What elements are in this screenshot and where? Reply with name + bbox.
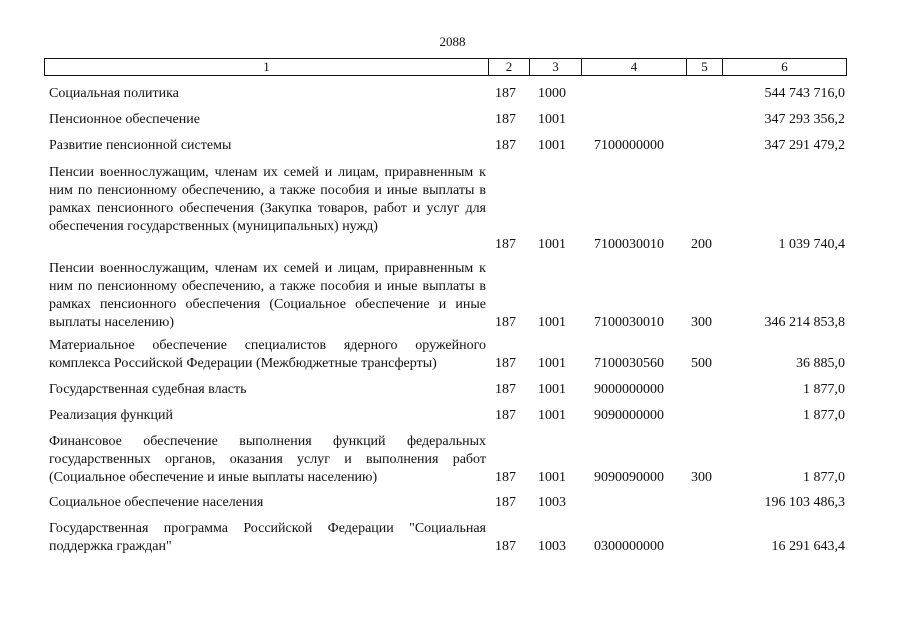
row-gr: 187 bbox=[495, 138, 516, 153]
row-amount: 1 877,0 bbox=[803, 470, 845, 485]
table-row bbox=[0, 407, 905, 425]
row-name: Пенсионное обеспечение bbox=[49, 112, 200, 127]
header-col-6: 6 bbox=[781, 59, 788, 74]
row-name: Пенсии военнослужащим, членам их семей и лицам, приравненным к ним по пенсионному обеспечению, а также пособия и иные выплаты в рамках пенсионного обеспечения (Закупка товаров, работ и услуг для обеспечения государственных (муниципальных) нужд) bbox=[49, 165, 486, 234]
row-name: Развитие пенсионной системы bbox=[49, 138, 232, 153]
row-amount: 347 293 356,2 bbox=[764, 112, 845, 127]
row-gr: 187 bbox=[495, 86, 516, 101]
row-rz: 1001 bbox=[538, 356, 566, 371]
row-cs: 0300000000 bbox=[594, 539, 664, 554]
row-gr: 187 bbox=[495, 382, 516, 397]
row-vr: 300 bbox=[691, 315, 712, 330]
row-gr: 187 bbox=[495, 539, 516, 554]
row-rz: 1001 bbox=[538, 470, 566, 485]
row-name: Социальное обеспечение населения bbox=[49, 495, 264, 510]
row-gr: 187 bbox=[495, 495, 516, 510]
row-rz: 1003 bbox=[538, 495, 566, 510]
row-amount: 1 039 740,4 bbox=[778, 237, 845, 252]
row-amount: 544 743 716,0 bbox=[764, 86, 845, 101]
row-gr: 187 bbox=[495, 470, 516, 485]
table-header bbox=[44, 58, 847, 76]
table-row bbox=[0, 111, 905, 129]
row-cs: 7100030010 bbox=[594, 237, 664, 252]
table-row bbox=[0, 164, 905, 254]
row-amount: 347 291 479,2 bbox=[764, 138, 845, 153]
row-cs: 7100030010 bbox=[594, 315, 664, 330]
row-gr: 187 bbox=[495, 356, 516, 371]
table-row bbox=[0, 381, 905, 399]
row-cs: 7100000000 bbox=[594, 138, 664, 153]
row-name: Государственная судебная власть bbox=[49, 382, 247, 397]
row-rz: 1000 bbox=[538, 86, 566, 101]
row-amount: 196 103 486,3 bbox=[764, 495, 845, 510]
row-gr: 187 bbox=[495, 315, 516, 330]
table-row bbox=[0, 137, 905, 155]
table-row bbox=[0, 337, 905, 373]
row-rz: 1001 bbox=[538, 408, 566, 423]
row-amount: 16 291 643,4 bbox=[771, 539, 845, 554]
row-cs: 9090090000 bbox=[594, 470, 664, 485]
table-row bbox=[0, 433, 905, 487]
row-cs: 9090000000 bbox=[594, 408, 664, 423]
row-vr: 200 bbox=[691, 237, 712, 252]
header-col-2: 2 bbox=[489, 59, 530, 75]
row-rz: 1001 bbox=[538, 237, 566, 252]
row-gr: 187 bbox=[495, 112, 516, 127]
row-cs: 9000000000 bbox=[594, 382, 664, 397]
row-name: Пенсии военнослужащим, членам их семей и лицам, приравненным к ним по пенсионному обеспечению, а также пособия и иные выплаты в рамках пенсионного обеспечения (Социальное обеспечение и иные выплаты населению) bbox=[49, 261, 486, 330]
row-rz: 1003 bbox=[538, 539, 566, 554]
row-amount: 1 877,0 bbox=[803, 382, 845, 397]
table-row bbox=[0, 494, 905, 512]
row-gr: 187 bbox=[495, 408, 516, 423]
row-rz: 1001 bbox=[538, 112, 566, 127]
row-name: Социальная политика bbox=[49, 86, 179, 101]
row-name: Реализация функций bbox=[49, 408, 173, 423]
row-vr: 300 bbox=[691, 470, 712, 485]
row-amount: 36 885,0 bbox=[796, 356, 845, 371]
row-amount: 346 214 853,8 bbox=[764, 315, 845, 330]
table-row bbox=[0, 85, 905, 103]
header-col-1: 1 bbox=[45, 59, 489, 75]
row-name: Государственная программа Российской Федерации "Социальная поддержка граждан" bbox=[49, 521, 486, 554]
header-col-3: 3 bbox=[530, 59, 582, 75]
row-rz: 1001 bbox=[538, 315, 566, 330]
row-rz: 1001 bbox=[538, 382, 566, 397]
row-cs: 7100030560 bbox=[594, 356, 664, 371]
row-rz: 1001 bbox=[538, 138, 566, 153]
row-amount: 1 877,0 bbox=[803, 408, 845, 423]
header-col-5: 5 bbox=[687, 59, 723, 75]
header-col-4: 4 bbox=[582, 59, 687, 75]
page-number: 2088 bbox=[439, 34, 466, 49]
row-name: Финансовое обеспечение выполнения функций федеральных государственных органов, оказания услуг и выполнения работ (Социальное обеспечение и иные выплаты населению) bbox=[49, 434, 486, 485]
row-name: Материальное обеспечение специалистов ядерного оружейного комплекса Российской Федерации (Межбюджетные трансферты) bbox=[49, 338, 486, 371]
row-gr: 187 bbox=[495, 237, 516, 252]
table-row bbox=[0, 260, 905, 332]
table-row bbox=[0, 520, 905, 556]
row-vr: 500 bbox=[691, 356, 712, 371]
